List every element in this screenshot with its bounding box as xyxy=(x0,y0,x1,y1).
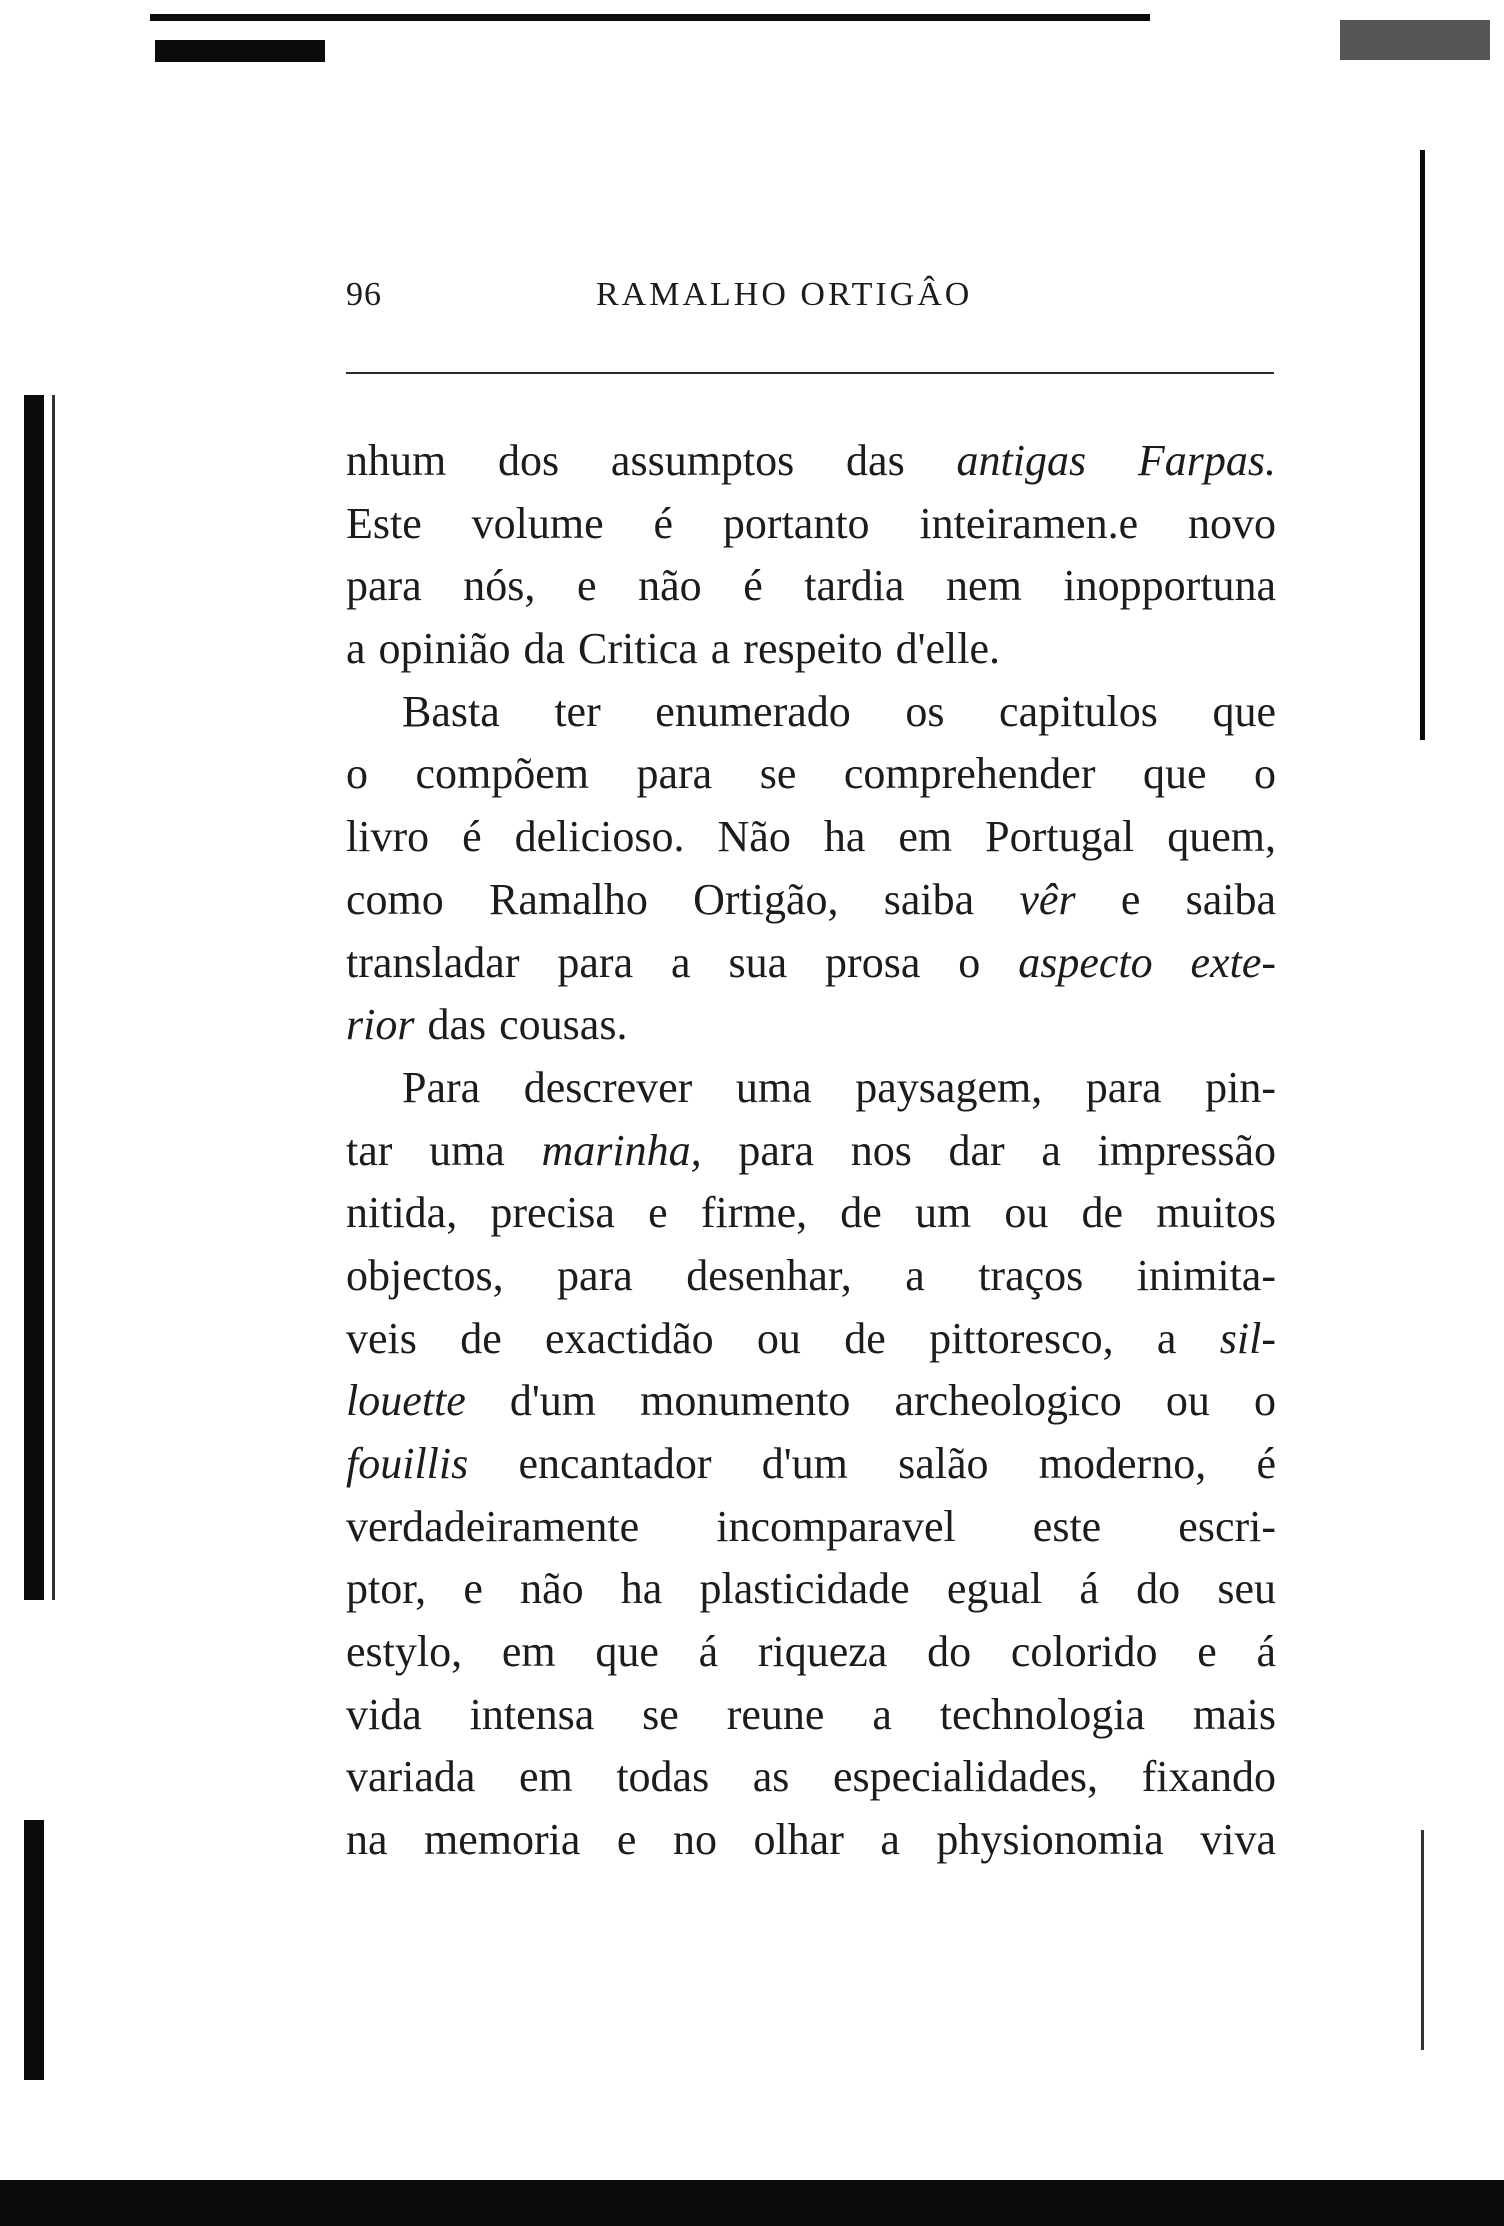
text-line xyxy=(346,1057,1276,1120)
text-run: Para descrever uma paysagem, para pin- xyxy=(402,1062,1276,1112)
text-line xyxy=(346,1433,1276,1496)
italic-run: antigas Farpas. xyxy=(956,436,1276,485)
text-line xyxy=(346,618,1276,681)
text-line xyxy=(346,806,1276,869)
text-run: a opinião da Critica a respeito d'elle. xyxy=(346,624,1001,674)
scan-left-bar-bottom xyxy=(24,1820,44,2080)
text-run: d'um monumento archeologico ou o xyxy=(465,1376,1276,1426)
text-run: e saiba xyxy=(1075,874,1276,924)
italic-run: fouillis xyxy=(346,1439,469,1488)
text-line xyxy=(346,555,1276,618)
text-run: variada em todas as especialidades, fixando xyxy=(346,1752,1276,1802)
text-run: tar uma xyxy=(346,1125,542,1175)
text-line xyxy=(346,994,1276,1057)
text-line xyxy=(346,932,1276,995)
text-run: livro é delicioso. Não ha em Portugal quem, xyxy=(346,812,1276,862)
text-run: ptor, e não ha plasticidade egual á do seu xyxy=(346,1564,1276,1614)
scan-right-bar-lower xyxy=(1421,1830,1424,2050)
text-line xyxy=(346,1496,1276,1559)
text-run: verdadeiramente incomparavel este escri- xyxy=(346,1501,1276,1551)
text-run: para nós, e não é tardia nem inopportuna xyxy=(346,561,1276,611)
text-line xyxy=(346,681,1276,744)
text-run: para nos dar a impressão xyxy=(701,1125,1277,1175)
italic-run: vêr xyxy=(1019,874,1076,924)
text-run: Este volume é portanto inteiramen.e novo xyxy=(346,498,1276,548)
text-line xyxy=(346,1308,1276,1371)
body-text xyxy=(346,430,1276,1872)
text-line xyxy=(346,1120,1276,1183)
text-run: veis de exactidão ou de pittoresco, a xyxy=(346,1313,1220,1363)
text-line xyxy=(346,1558,1276,1621)
text-run: nhum dos assumptos das xyxy=(346,436,957,485)
page-number: 96 xyxy=(346,276,382,313)
italic-run: marinha, xyxy=(541,1125,702,1175)
scan-top-left-smudge xyxy=(155,40,325,62)
text-run: Basta ter enumerado os capitulos que xyxy=(402,686,1276,736)
scan-left-thin-line xyxy=(52,395,55,1600)
scan-top-edge xyxy=(150,14,1150,21)
italic-run: sil- xyxy=(1219,1313,1276,1363)
text-run: nitida, precisa e firme, de um ou de muitos xyxy=(346,1188,1276,1238)
italic-run: aspecto exte- xyxy=(1018,937,1276,987)
text-line xyxy=(346,430,1276,493)
header-rule xyxy=(346,372,1274,374)
text-line xyxy=(346,1684,1276,1747)
italic-run: rior xyxy=(346,1000,415,1050)
italic-run: louette xyxy=(346,1376,466,1426)
text-run: na memoria e no olhar a physionomia viva xyxy=(346,1815,1276,1865)
scan-right-bar xyxy=(1420,150,1425,740)
text-line xyxy=(346,1809,1276,1872)
scan-bottom-edge xyxy=(0,2180,1504,2226)
text-run: encantador d'um salão moderno, é xyxy=(468,1439,1276,1488)
text-run: transladar para a sua prosa o xyxy=(346,937,1019,987)
scan-top-right-corner xyxy=(1340,20,1490,60)
text-run: o compõem para se comprehender que o xyxy=(346,749,1276,799)
text-run: vida intensa se reune a technologia mais xyxy=(346,1689,1276,1739)
text-line xyxy=(346,1182,1276,1245)
running-head: RAMALHO ORTIGÂO xyxy=(596,276,973,313)
text-line xyxy=(346,1370,1276,1433)
text-line xyxy=(346,1245,1276,1308)
scan-left-bar-top xyxy=(24,395,44,1600)
text-line xyxy=(346,869,1276,932)
text-run: objectos, para desenhar, a traços inimita- xyxy=(346,1250,1276,1300)
text-line xyxy=(346,743,1276,806)
text-line xyxy=(346,493,1276,556)
page-header xyxy=(346,276,1274,326)
text-run: das cousas. xyxy=(414,1000,628,1050)
text-run: estylo, em que á riqueza do colorido e á xyxy=(346,1627,1276,1677)
text-line xyxy=(346,1621,1276,1684)
text-run: como Ramalho Ortigão, saiba xyxy=(346,874,1020,924)
text-line xyxy=(346,1746,1276,1809)
